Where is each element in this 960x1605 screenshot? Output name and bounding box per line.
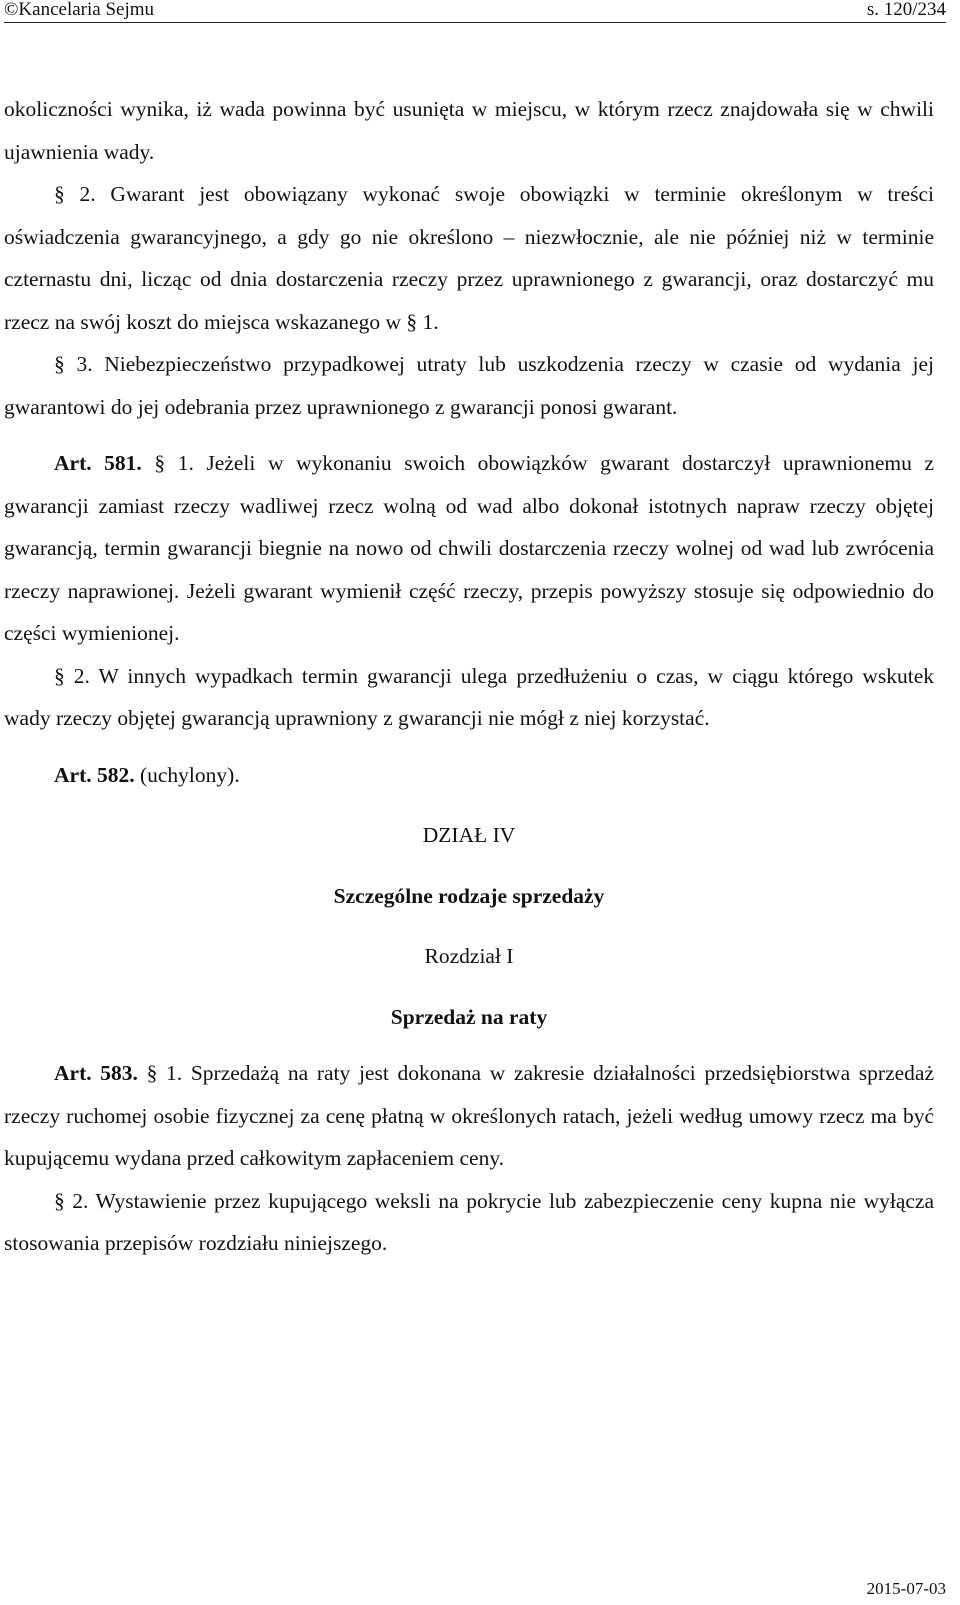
publisher-label: ©Kancelaria Sejmu [4,0,155,20]
chapter-heading: Rozdział I [424,944,514,968]
article-text: § 1. Sprzedażą na raty jest dokonana w zakresie działalności przedsiębiorstwa sprzedaż rzeczy ruchomej osobie fizycznej za cenę płatną w określonych ratach, jeżeli według umowy rzecz ma być kupującemu wydana przed całkowitym zapłaceniem ceny. [4,1061,934,1170]
article-text: (uchylony). [134,762,240,787]
page-header [4,0,946,23]
article-581 [4,442,934,655]
chapter-title: Sprzedaż na raty [390,1004,548,1029]
document-body [4,88,934,1265]
paragraph: okoliczności wynika, iż wada powinna być usunięta w miejscu, w którym rzecz znajdowała się w chwili ujawnienia wady. [4,97,934,164]
article-583 [4,1052,934,1180]
paragraph: § 2. W innych wypadkach termin gwarancji ulega przedłużeniu o czas, w ciągu którego wskutek wady rzeczy objętej gwarancją uprawniony z gwarancji nie mógł z niej korzystać. [4,663,934,730]
paragraph: § 2. Wystawienie przez kupującego weksli na pokrycie lub zabezpieczenie ceny kupna nie wyłącza stosowania przepisów rozdziału niniejszego. [4,1188,934,1255]
section-heading: DZIAŁ IV [422,823,516,847]
article-582 [4,754,934,797]
page-footer-date: 2015-07-03 [866,1579,946,1598]
article-label: Art. 583. [54,1061,138,1085]
page-number: s. 120/234 [866,0,946,20]
paragraph: § 2. Gwarant jest obowiązany wykonać swoje obowiązki w terminie określonym w treści oświadczenia gwarancyjnego, a gdy go nie określono – niezwłocznie, ale nie później niż w terminie czternastu dni, licząc od dnia dostarczenia rzeczy przez uprawnionego z gwarancji, oraz dostarczyć mu rzecz na swój koszt do miejsca wskazanego w § 1. [4,182,934,334]
section-title: Szczególne rodzaje sprzedaży [333,883,605,908]
article-text: § 1. Jeżeli w wykonaniu swoich obowiązków gwarant dostarczył uprawnionemu z gwarancji zamiast rzeczy wadliwej rzecz wolną od wad albo dokonał istotnych napraw rzeczy objętej gwarancją, termin gwarancji biegnie na nowo od chwili dostarczenia rzeczy wolnej od wad lub zwrócenia rzeczy naprawionej. Jeżeli gwarant wymienił część rzeczy, przepis powyższy stosuje się odpowiednio do części wymienionej. [4,451,934,645]
article-label: Art. 581. [54,451,142,475]
paragraph: § 3. Niebezpieczeństwo przypadkowej utraty lub uszkodzenia rzeczy w czasie od wydania jej gwarantowi do jej odebrania przez uprawnionego z gwarancji ponosi gwarant. [4,352,934,419]
article-label: Art. 582. [54,762,135,787]
